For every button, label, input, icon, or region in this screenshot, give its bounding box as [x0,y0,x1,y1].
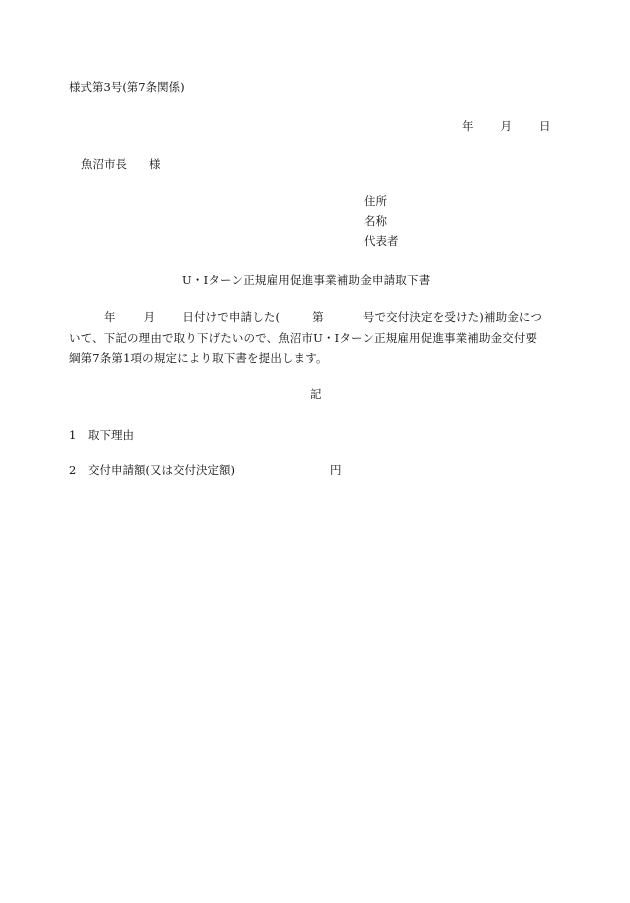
body-line1-rest: 号で交付決定を受けた)補助金につ [362,310,542,324]
representative-label: 代表者 [364,234,399,248]
document-title: U・Iターン正規雇用促進事業補助金申請取下書 [182,273,431,287]
body-date-text: 日付けで申請した( [182,310,281,324]
item-number: 1 [69,428,77,442]
form-number: 様式第3号(第7条関係) [69,80,185,94]
name-label: 名称 [364,214,387,228]
date-line [462,121,551,133]
yen-unit: 円 [329,463,342,477]
applicant-block [364,196,399,256]
item-label: 交付申請額(又は交付決定額) [88,463,235,477]
address-label: 住所 [364,194,387,208]
body-year-label: 年 [104,310,116,324]
ki-heading: 記 [310,387,322,401]
item-number: 2 [69,463,77,477]
date-day-label: 日 [539,119,551,133]
item-withdrawal-reason [69,430,134,442]
date-year-label: 年 [462,119,474,133]
addressee-honorific: 様 [149,157,161,171]
body-month-label: 月 [143,310,156,324]
body-line-1 [104,312,542,324]
body-dai-label: 第 [312,310,324,324]
item-grant-amount [69,465,341,477]
body-line-3: 綱第7条第1項の規定により取下書を提出します。 [69,351,328,365]
addressee [81,159,161,171]
body-line-2: いて、下記の理由で取り下げたいので、魚沼市U・Iターン正規雇用促進事業補助金交付要 [69,331,538,345]
date-month-label: 月 [500,119,512,133]
addressee-name: 魚沼市長 [81,157,127,171]
item-label: 取下理由 [88,428,134,442]
